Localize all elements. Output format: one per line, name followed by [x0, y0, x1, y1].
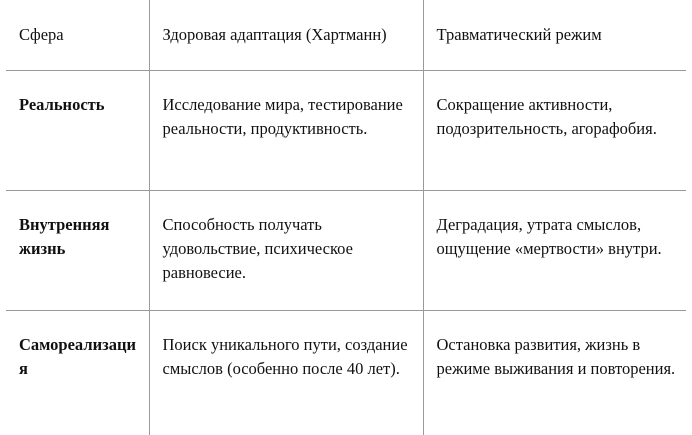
healthy-cell — [149, 191, 423, 311]
table-row — [6, 71, 686, 191]
row-label-cell — [6, 311, 149, 435]
trauma-text-reality: Сокращение активности, подозрительность, агорафобия. — [424, 71, 687, 141]
healthy-cell — [149, 71, 423, 191]
comparison-table — [6, 0, 686, 435]
header-trauma-text: Травматический режим — [424, 0, 687, 47]
header-cell-healthy — [149, 0, 423, 71]
header-cell-trauma — [423, 0, 686, 71]
trauma-text-inner-life: Деградация, утрата смыслов, ощущение «мертвости» внутри. — [424, 191, 687, 261]
healthy-cell — [149, 311, 423, 435]
row-label-cell — [6, 191, 149, 311]
table-row — [6, 191, 686, 311]
row-label-self-realization: Самореализация — [6, 311, 149, 381]
trauma-text-self-realization: Остановка развития, жизнь в режиме выживания и повторения. — [424, 311, 687, 381]
trauma-cell — [423, 191, 686, 311]
trauma-cell — [423, 71, 686, 191]
header-cell-sphere — [6, 0, 149, 71]
header-sphere-text: Сфера — [6, 0, 149, 47]
trauma-cell — [423, 311, 686, 435]
healthy-text-self-realization: Поиск уникального пути, создание смыслов (особенно после 40 лет). — [150, 311, 423, 381]
row-label-reality: Реальность — [6, 71, 149, 117]
table-header-row — [6, 0, 686, 71]
document-page — [6, 0, 692, 434]
table-row — [6, 311, 686, 435]
healthy-text-reality: Исследование мира, тестирование реальности, продуктивность. — [150, 71, 423, 141]
row-label-inner-life: Внутренняя жизнь — [6, 191, 149, 261]
healthy-text-inner-life: Способность получать удовольствие, психическое равновесие. — [150, 191, 423, 285]
row-label-cell — [6, 71, 149, 191]
header-healthy-text: Здоровая адаптация (Хартманн) — [150, 0, 423, 47]
